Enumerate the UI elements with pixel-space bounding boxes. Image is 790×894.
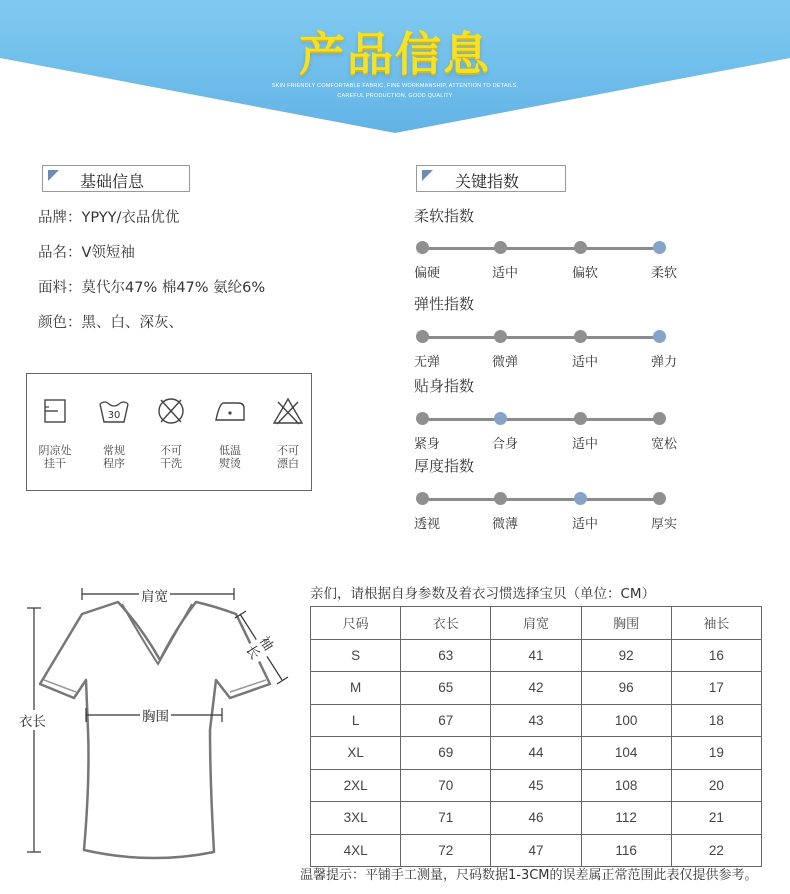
scale-label: 适中 bbox=[492, 266, 519, 281]
scale-dot bbox=[416, 330, 429, 343]
scale-label: 微弹 bbox=[492, 355, 519, 370]
scale-line bbox=[421, 336, 661, 339]
cell-size: 4XL bbox=[311, 834, 401, 867]
cell-chest: 108 bbox=[581, 769, 671, 802]
cell-chest: 112 bbox=[581, 802, 671, 835]
cell-size: XL bbox=[311, 737, 401, 770]
cell-length: 70 bbox=[401, 769, 491, 802]
size-table bbox=[310, 606, 762, 867]
banner-subtitle-line2: CAREFUL PRODUCTION, GOOD QUALITY bbox=[337, 93, 453, 99]
cell-size: 2XL bbox=[311, 769, 401, 802]
cell-sleeve: 18 bbox=[671, 704, 761, 737]
care-item-no-bleach bbox=[263, 396, 313, 470]
svg-text:30: 30 bbox=[107, 410, 121, 421]
do-not-wash-icon bbox=[156, 396, 186, 426]
body-length-label: 衣长 bbox=[17, 710, 48, 730]
basic-info-heading bbox=[42, 165, 190, 192]
table-row bbox=[311, 639, 762, 672]
cell-size: S bbox=[311, 639, 401, 672]
low-iron-icon bbox=[213, 396, 247, 426]
table-row bbox=[311, 704, 762, 737]
softness-scale bbox=[414, 240, 676, 280]
cell-sleeve: 16 bbox=[671, 639, 761, 672]
scale-label: 适中 bbox=[572, 437, 599, 452]
corner-triangle-icon bbox=[422, 170, 433, 181]
scale-label: 柔软 bbox=[651, 266, 678, 281]
scale-label: 厚实 bbox=[651, 517, 678, 532]
chest-label: 胸围 bbox=[140, 705, 171, 725]
basic-info-heading-label: 基础信息 bbox=[80, 172, 145, 191]
scale-line bbox=[421, 247, 661, 250]
header-size: 尺码 bbox=[311, 607, 401, 640]
scale-dot bbox=[416, 412, 429, 425]
cell-shoulder: 43 bbox=[491, 704, 581, 737]
cell-length: 71 bbox=[401, 802, 491, 835]
scale-label: 宽松 bbox=[651, 437, 678, 452]
wash-30-icon bbox=[97, 396, 131, 426]
do-not-bleach-icon bbox=[272, 396, 304, 426]
product-name-line: 品名：V领短袖 bbox=[38, 245, 135, 261]
fit-scale bbox=[414, 411, 676, 451]
scale-label: 偏软 bbox=[572, 266, 599, 281]
scale-label: 透视 bbox=[414, 517, 441, 532]
care-label-line2: 干洗 bbox=[160, 457, 182, 470]
fit-index-title: 贴身指数 bbox=[414, 377, 475, 395]
cell-size: M bbox=[311, 672, 401, 705]
scale-label: 合身 bbox=[492, 437, 519, 452]
table-header-row bbox=[311, 607, 762, 640]
care-label-line1: 低温 bbox=[219, 444, 241, 457]
cell-shoulder: 45 bbox=[491, 769, 581, 802]
care-label-line2: 漂白 bbox=[277, 457, 299, 470]
thickness-scale bbox=[414, 491, 676, 531]
care-item-wash-30 bbox=[89, 396, 139, 470]
cell-sleeve: 22 bbox=[671, 834, 761, 867]
fabric-line: 面料：莫代尔47% 棉47% 氨纶6% bbox=[38, 280, 266, 296]
table-row bbox=[311, 737, 762, 770]
banner-title: 产品信息 bbox=[299, 27, 491, 81]
care-label-line2: 程序 bbox=[103, 457, 125, 470]
care-label-line1: 不可 bbox=[277, 444, 299, 457]
care-label-line1: 常规 bbox=[103, 444, 125, 457]
cell-chest: 100 bbox=[581, 704, 671, 737]
scale-dot bbox=[494, 492, 507, 505]
cell-chest: 104 bbox=[581, 737, 671, 770]
shade-dry-icon bbox=[40, 396, 70, 426]
care-item-low-iron bbox=[205, 396, 255, 470]
header-chest: 胸围 bbox=[581, 607, 671, 640]
cell-size: L bbox=[311, 704, 401, 737]
cell-chest: 116 bbox=[581, 834, 671, 867]
table-row bbox=[311, 672, 762, 705]
color-line: 颜色：黑、白、深灰、 bbox=[38, 315, 183, 331]
cell-length: 63 bbox=[401, 639, 491, 672]
scale-label: 适中 bbox=[572, 355, 599, 370]
cell-sleeve: 19 bbox=[671, 737, 761, 770]
scale-label: 微薄 bbox=[492, 517, 519, 532]
cell-sleeve: 17 bbox=[671, 672, 761, 705]
cell-length: 72 bbox=[401, 834, 491, 867]
thickness-index-title: 厚度指数 bbox=[414, 457, 475, 475]
scale-label: 适中 bbox=[572, 517, 599, 532]
scale-label: 偏硬 bbox=[414, 266, 441, 281]
scale-dot bbox=[653, 492, 666, 505]
cell-shoulder: 41 bbox=[491, 639, 581, 672]
header-banner bbox=[0, 0, 790, 135]
cell-shoulder: 46 bbox=[491, 802, 581, 835]
softness-index-title: 柔软指数 bbox=[414, 207, 475, 225]
scale-dot bbox=[494, 241, 507, 254]
scale-dot bbox=[416, 492, 429, 505]
scale-dot bbox=[653, 412, 666, 425]
header-sleeve: 袖长 bbox=[671, 607, 761, 640]
cell-chest: 96 bbox=[581, 672, 671, 705]
key-index-heading bbox=[416, 165, 566, 192]
scale-label: 弹力 bbox=[651, 355, 678, 370]
scale-line bbox=[421, 498, 661, 501]
care-label-line2: 挂干 bbox=[44, 457, 66, 470]
care-symbols-panel bbox=[26, 373, 312, 491]
tshirt-diagram bbox=[0, 580, 300, 884]
elasticity-scale bbox=[414, 329, 676, 369]
cell-shoulder: 47 bbox=[491, 834, 581, 867]
cell-length: 69 bbox=[401, 737, 491, 770]
scale-dot bbox=[494, 330, 507, 343]
scale-dot bbox=[574, 330, 587, 343]
table-row bbox=[311, 834, 762, 867]
scale-line bbox=[421, 418, 661, 421]
header-shoulder: 肩宽 bbox=[491, 607, 581, 640]
measurement-footnote: 温馨提示：平铺手工测量，尺码数据1-3CM的误差属正常范围此表仅提供参考。 bbox=[300, 868, 758, 883]
scale-label: 无弹 bbox=[414, 355, 441, 370]
cell-shoulder: 42 bbox=[491, 672, 581, 705]
shoulder-width-label: 肩宽 bbox=[139, 585, 170, 605]
elasticity-index-title: 弹性指数 bbox=[414, 295, 475, 313]
key-index-heading-label: 关键指数 bbox=[455, 172, 520, 191]
tshirt-outline-icon bbox=[0, 580, 300, 880]
scale-dot bbox=[653, 330, 666, 343]
scale-dot bbox=[416, 241, 429, 254]
cell-sleeve: 21 bbox=[671, 802, 761, 835]
scale-dot bbox=[653, 241, 666, 254]
table-row bbox=[311, 802, 762, 835]
scale-label: 紧身 bbox=[414, 437, 441, 452]
cell-size: 3XL bbox=[311, 802, 401, 835]
care-label-line2: 熨烫 bbox=[219, 457, 241, 470]
care-item-shade-dry bbox=[30, 396, 80, 470]
banner-subtitle-line1: SKIN FRIENDLY COMFORTABLE FABRIC, FINE WORKMANSHIP, ATTENTION TO DETAILS, bbox=[271, 83, 519, 89]
cell-length: 67 bbox=[401, 704, 491, 737]
sleeve-length-label: 袖长 bbox=[241, 632, 279, 666]
table-row bbox=[311, 769, 762, 802]
corner-triangle-icon bbox=[48, 170, 59, 181]
cell-shoulder: 44 bbox=[491, 737, 581, 770]
scale-dot bbox=[494, 412, 507, 425]
header-length: 衣长 bbox=[401, 607, 491, 640]
scale-dot bbox=[574, 241, 587, 254]
size-table-note: 亲们，请根据自身参数及着衣习惯选择宝贝（单位：CM） bbox=[310, 586, 656, 602]
care-label-line1: 阴凉处 bbox=[38, 444, 72, 457]
cell-chest: 92 bbox=[581, 639, 671, 672]
care-item-no-dry-clean bbox=[146, 396, 196, 470]
care-label-line1: 不可 bbox=[160, 444, 182, 457]
scale-dot bbox=[574, 492, 587, 505]
cell-length: 65 bbox=[401, 672, 491, 705]
scale-dot bbox=[574, 412, 587, 425]
cell-sleeve: 20 bbox=[671, 769, 761, 802]
brand-line: 品牌：YPYY/衣品优优 bbox=[38, 210, 180, 226]
